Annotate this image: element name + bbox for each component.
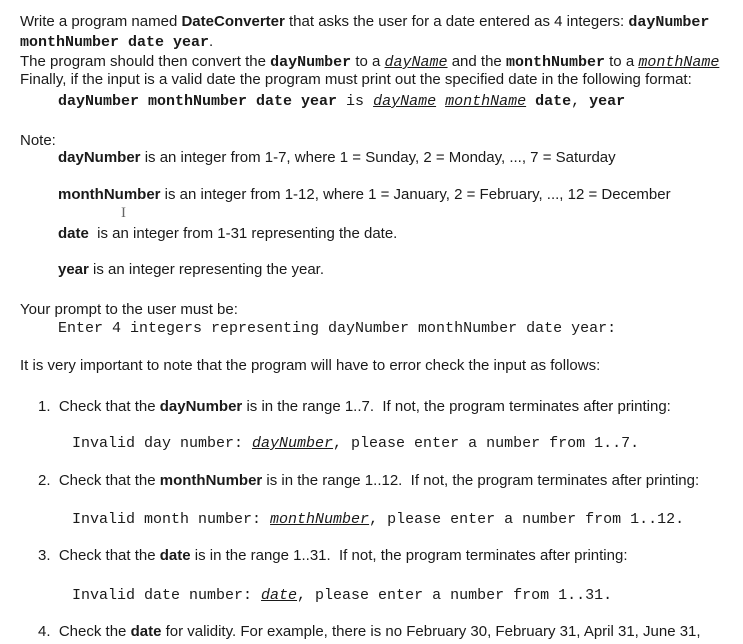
prompt-heading [20, 301, 238, 319]
code-or-bold-text: monthNumber [159, 472, 263, 489]
code-or-bold-text: date [130, 623, 162, 640]
placeholder-term: dayName [384, 54, 448, 71]
error-message-1 [72, 434, 639, 453]
intro-line-2 [20, 33, 213, 52]
code-or-bold-text: dayNumber [159, 398, 243, 415]
note-monthnumber [58, 186, 671, 204]
text-cursor-icon: I [121, 205, 126, 221]
text-run: 4. Check the [38, 623, 131, 640]
text-run: for validity. For example, there is no February 30, February 31, April 31, June 31, [161, 623, 701, 640]
error-message-3 [72, 586, 612, 605]
placeholder-term: dayNumber [252, 435, 334, 452]
text-run: and the [447, 53, 506, 70]
output-format [58, 92, 625, 111]
text-run: is an integer from 1-31 representing the date. [88, 225, 398, 242]
code-or-bold-text: , please enter a number from 1..31. [297, 587, 613, 604]
text-run: Note: [20, 132, 56, 149]
intro-line-4 [20, 71, 692, 89]
code-or-bold-text [436, 93, 445, 110]
code-or-bold-text: , please enter a number from 1..12. [369, 511, 685, 528]
text-run: is an integer from 1-7, where 1 = Sunday, 2 = Monday, ..., 7 = Saturday [140, 149, 616, 166]
text-run: The program should then convert the [20, 53, 271, 70]
code-or-bold-text: date [526, 93, 572, 110]
placeholder-term: date [261, 587, 298, 604]
text-run: 3. Check that the [38, 547, 160, 564]
code-or-bold-text: , please enter a number from 1..7. [333, 435, 640, 452]
code-or-bold-text: , [571, 93, 590, 110]
code-or-bold-text: is [337, 93, 374, 110]
code-or-bold-text: Invalid date number: [72, 587, 262, 604]
text-run: 2. Check that the [38, 472, 160, 489]
check-item-4 [38, 623, 701, 641]
text-run: Write a program named [20, 13, 182, 30]
note-heading [20, 132, 56, 150]
note-date [58, 225, 397, 243]
code-or-bold-text: Enter 4 integers representing dayNumber monthNumber date year: [58, 320, 617, 337]
text-run: is in the range 1..7. If not, the program terminates after printing: [242, 398, 671, 415]
check-item-1 [38, 398, 671, 416]
check-item-3 [38, 547, 628, 565]
text-run: to a [604, 53, 639, 70]
code-or-bold-text: Invalid day number: [72, 435, 253, 452]
text-run: Your prompt to the user must be: [20, 301, 238, 318]
placeholder-term: dayName [373, 93, 437, 110]
check-item-2 [38, 472, 699, 490]
code-or-bold-text: monthNumber [58, 186, 161, 203]
error-message-2 [72, 510, 684, 529]
text-run: to a [351, 53, 385, 70]
code-or-bold-text: monthNumber date year [20, 34, 210, 51]
code-or-bold-text: dayNumber monthNumber date year [58, 93, 338, 110]
placeholder-term: monthName [638, 54, 720, 71]
code-or-bold-text: dayNumber [58, 149, 141, 166]
text-run: is an integer representing the year. [88, 261, 325, 278]
code-or-bold-text: monthNumber [505, 54, 605, 71]
text-run: 1. Check that the [38, 398, 160, 415]
code-or-bold-text: DateConverter [181, 13, 285, 30]
text-run: that asks the user for a date entered as 4 integers: [284, 13, 629, 30]
note-daynumber [58, 149, 616, 167]
code-or-bold-text: year [58, 261, 89, 278]
text-run: . [209, 33, 214, 50]
text-run: It is very important to note that the program will have to error check the input as follows: [20, 357, 601, 374]
prompt-text [58, 319, 616, 338]
code-or-bold-text: dayNumber [628, 14, 710, 31]
note-year [58, 261, 324, 279]
intro-line-3 [20, 53, 719, 72]
code-or-bold-text: dayNumber [270, 54, 352, 71]
error-check-heading [20, 357, 600, 375]
text-run: is in the range 1..12. If not, the program terminates after printing: [262, 472, 700, 489]
code-or-bold-text: Invalid month number: [72, 511, 271, 528]
placeholder-term: monthName [445, 93, 527, 110]
text-run: Finally, if the input is a valid date the program must print out the specified date in the following format: [20, 71, 692, 88]
code-or-bold-text: date [159, 547, 191, 564]
text-run: is an integer from 1-12, where 1 = January, 2 = February, ..., 12 = December [160, 186, 671, 203]
code-or-bold-text: date [58, 225, 89, 242]
text-run: is in the range 1..31. If not, the program terminates after printing: [190, 547, 628, 564]
code-or-bold-text: year [589, 93, 626, 110]
placeholder-term: monthNumber [270, 511, 370, 528]
intro-line-1 [20, 13, 709, 32]
